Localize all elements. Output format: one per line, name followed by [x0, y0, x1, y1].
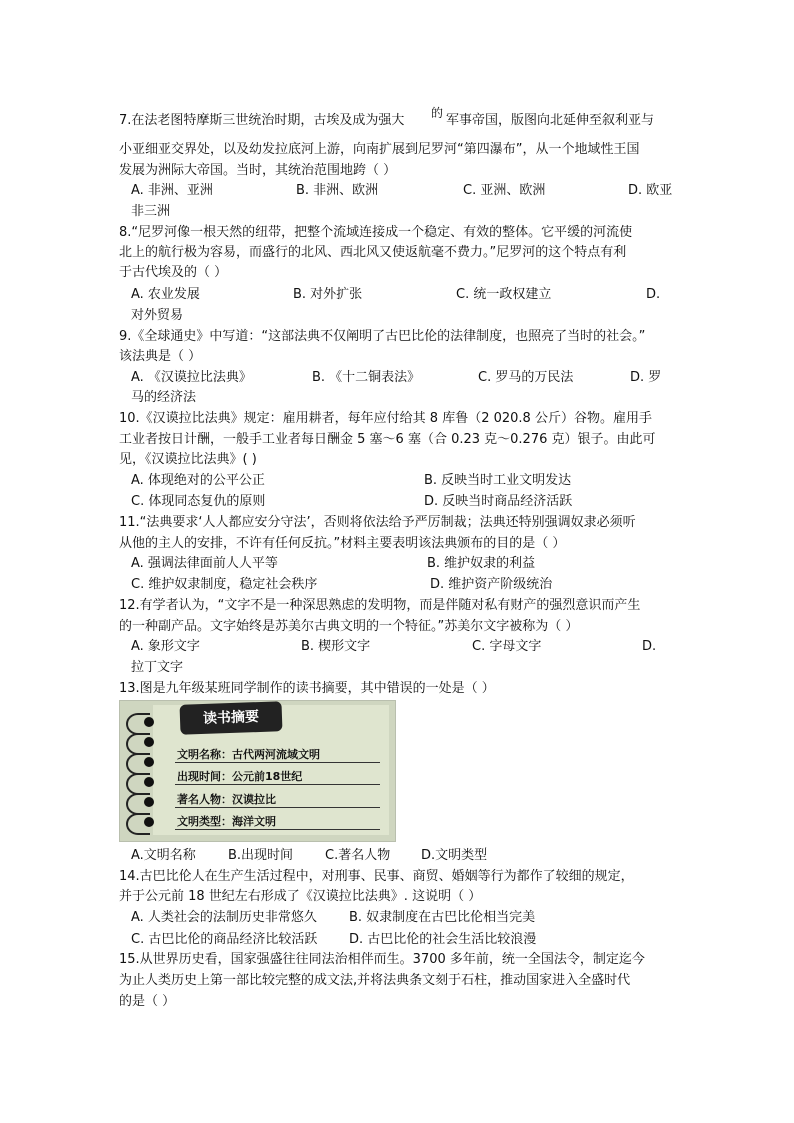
spiral-hole-icon [144, 737, 154, 747]
q7-stem-line3: 发展为洲际大帝国。当时，其统治范围地跨（ ） [119, 163, 397, 178]
notes-rule [175, 807, 380, 808]
spiral-hole-icon [144, 797, 154, 807]
q7-stem-line1a: 7.在法老图特摩斯三世统治时期，古埃及成为强大 [119, 113, 405, 128]
notes-entry-person: 著名人物：汉谟拉比 [177, 793, 276, 806]
q7-option-d-wrap: 非三洲 [131, 204, 171, 219]
q15-stem-line1: 15.从世界历史看，国家强盛往往同法治相伴而生。3700 多年前，统一全国法令，制定迄今 [119, 952, 645, 967]
q13-stem-line1: 13.图是九年级某班同学制作的读书摘要，其中错误的一处是（ ） [119, 681, 495, 696]
q8-option-d-wrap: 对外贸易 [131, 308, 184, 323]
q8-stem-line1: 8.“尼罗河像一根天然的纽带，把整个流域连接成一个稳定、有效的整体。它平缓的河流使 [119, 225, 633, 240]
q15-stem-line2: 为止人类历史上第一部比较完整的成文法,并将法典条文刻于石柱，推动国家进入全盛时代 [119, 973, 631, 988]
q14-stem-line1: 14.古巴比伦人在生产生活过程中，对刑事、民事、商贸、婚姻等行为都作了较细的规定， [119, 869, 634, 884]
notes-rule [175, 784, 380, 785]
q14-option-a: A. 人类社会的法制历史非常悠久 [131, 910, 317, 925]
q9-option-d-wrap: 马的经济法 [131, 390, 197, 405]
q7-stem-line1b: 军事帝国，版图向北延伸至叙利亚与 [446, 113, 655, 128]
q12-option-b: B. 楔形文字 [301, 639, 371, 654]
q9-option-b: B. 《十二铜表法》 [312, 370, 421, 385]
q11-stem-line2: 从他的主人的安排，不许有任何反抗。”材料主要表明该法典颁布的目的是（ ） [119, 536, 566, 551]
q11-option-b: B. 维护奴隶的利益 [427, 556, 536, 571]
q9-option-a: A. 《汉谟拉比法典》 [131, 370, 252, 385]
q11-option-a: A. 强调法律面前人人平等 [131, 556, 278, 571]
q13-option-b: B.出现时间 [228, 848, 294, 863]
q7-option-d: D. 欧亚 [628, 183, 673, 198]
q7-option-a: A. 非洲、亚洲 [131, 183, 213, 198]
q10-option-d: D. 反映当时商品经济活跃 [424, 494, 573, 509]
q7-stem-superscript: 的 [431, 106, 444, 120]
q14-option-d: D. 古巴比伦的社会生活比较浪漫 [349, 932, 537, 947]
q14-option-b: B. 奴隶制度在古巴比伦相当完美 [349, 910, 536, 925]
reading-notes-figure [119, 700, 396, 842]
q7-option-b: B. 非洲、欧洲 [296, 183, 379, 198]
q12-option-d-wrap: 拉丁文字 [131, 660, 184, 675]
q12-stem-line2: 的一种副产品。文字始终是苏美尔古典文明的一个特征。”苏美尔文字被称为（ ） [119, 619, 579, 634]
q11-option-c: C. 维护奴隶制度，稳定社会秩序 [131, 577, 318, 592]
q7-option-c: C. 亚洲、欧洲 [463, 183, 546, 198]
q8-option-d: D. [646, 287, 661, 302]
q14-stem-line2: 并于公元前 18 世纪左右形成了《汉谟拉比法典》. 这说明（ ） [119, 889, 482, 904]
q15-stem-line3: 的是（ ） [119, 994, 176, 1009]
q10-option-b: B. 反映当时工业文明发达 [424, 473, 572, 488]
q10-stem-line2: 工业者按日计酬，一般手工业者每日酬金 5 塞～6 塞（合 0.23 克～0.276 克）银子。由此可 [119, 432, 656, 447]
q11-option-d: D. 维护资产阶级统治 [430, 577, 553, 592]
q7-stem-line2: 小亚细亚交界处，以及幼发拉底河上游，向南扩展到尼罗河“第四瀑布”，从一个地域性王国 [119, 142, 640, 157]
q9-option-d: D. 罗 [630, 370, 662, 385]
q10-stem-line1: 10.《汉谟拉比法典》规定：雇用耕者，每年应付给其 8 库鲁（2 020.8 公斤）谷物。雇用手 [119, 411, 652, 426]
q8-stem-line2: 北上的航行极为容易，而盛行的北风、西北风又使返航毫不费力。”尼罗河的这个特点有利 [119, 245, 627, 260]
spiral-hole-icon [144, 817, 154, 827]
q11-stem-line1: 11.“法典要求‘人人都应安分守法’，否则将依法给予严厉制裁；法典还特别强调奴隶必须听 [119, 515, 636, 530]
q14-option-c: C. 古巴比伦的商品经济比较活跃 [131, 932, 318, 947]
q9-stem-line1: 9.《全球通史》中写道：“这部法典不仅阐明了古巴比伦的法律制度，也照亮了当时的社会。” [119, 329, 646, 344]
q13-option-d: D.文明类型 [421, 848, 488, 863]
spiral-hole-icon [144, 757, 154, 767]
q12-option-d: D. [642, 639, 657, 654]
notes-rule [175, 829, 380, 830]
q13-option-a: A.文明名称 [131, 848, 196, 863]
notes-entry-name: 文明名称：古代两河流域文明 [177, 748, 320, 761]
q8-option-b: B. 对外扩张 [293, 287, 363, 302]
notes-rule [175, 762, 380, 763]
q10-option-c: C. 体现同态复仇的原则 [131, 494, 266, 509]
spiral-hole-icon [144, 777, 154, 787]
q12-stem-line1: 12.有学者认为，“文字不是一种深思熟虑的发明物，而是伴随对私有财产的强烈意识而产生 [119, 598, 641, 613]
q8-option-c: C. 统一政权建立 [456, 287, 552, 302]
q13-option-c: C.著名人物 [325, 848, 391, 863]
notes-entry-type: 文明类型：海洋文明 [177, 815, 276, 828]
q12-option-c: C. 字母文字 [472, 639, 542, 654]
q9-stem-line2: 该法典是（ ） [119, 349, 202, 364]
notes-entry-time: 出现时间：公元前18世纪 [177, 770, 303, 783]
q10-option-a: A. 体现绝对的公平公正 [131, 473, 265, 488]
spiral-hole-icon [144, 717, 154, 727]
q8-stem-line3: 于古代埃及的（ ） [119, 265, 228, 280]
q8-option-a: A. 农业发展 [131, 287, 200, 302]
q9-option-c: C. 罗马的万民法 [478, 370, 574, 385]
q10-stem-line3: 见，《汉谟拉比法典》( ) [119, 452, 257, 467]
q12-option-a: A. 象形文字 [131, 639, 200, 654]
reading-notes-title: 读书摘要 [180, 701, 283, 735]
